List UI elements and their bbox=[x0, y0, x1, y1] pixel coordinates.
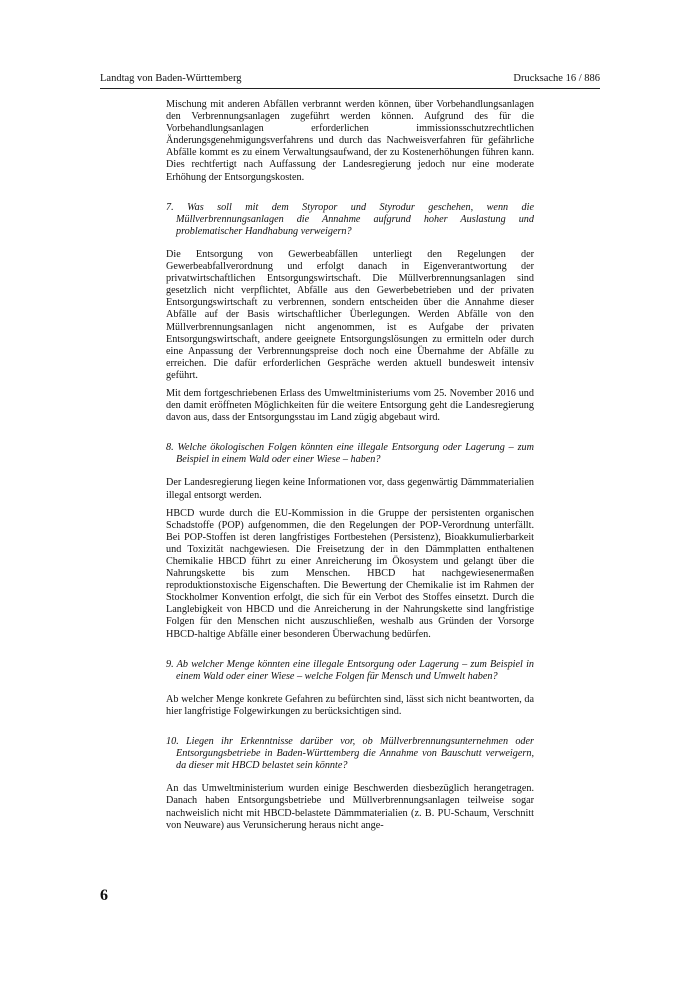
paragraph-continuation: Mischung mit anderen Abfällen verbrannt werden können, über Vorbehandlungsanlagen den Verbrennungsanlagen zugeführt werden können. Aufgrund des für die Vorbehandlungsanlagen erforderlichen immissionsschutzrechtlichen Änderungsgenehmigungsverfahrens und durch das Nachweisverfahren für gefährliche Abfälle kommt es zu einem Verwaltungsaufwand, der zu Kostenerhöhungen führen kann. Dies rechtfertigt nach Auffassung der Landesregierung jedoch nur eine moderate Erhöhung der Entsorgungskosten. bbox=[166, 99, 534, 183]
header-title: Landtag von Baden-Württemberg bbox=[100, 73, 242, 84]
answer-9: Ab welcher Menge konkrete Gefahren zu befürchten sind, lässt sich nicht beantworten, da hier langfristige Folgewirkungen zu berücksichtigen sind. bbox=[166, 693, 534, 717]
answer-10: An das Umweltministerium wurden einige Beschwerden diesbezüglich herangetragen. Danach haben Entsorgungsbetriebe und Müllverbrennungsanlagen teilweise sogar nachweislich nicht mit HBCD-belastete Dämmmaterialien (z. B. PU-Schaum, Verschnitt von Neuware) aus Verunsicherung heraus nicht ange- bbox=[166, 783, 534, 831]
page-number: 6 bbox=[100, 887, 108, 904]
question-10: 10. Liegen ihr Erkenntnisse darüber vor, ob Müllverbrennungsunternehmen oder Entsorgungsbetriebe in Baden-Württemberg die Annahme von Bauschutt verweigern, da dieser mit HBCD belastet sein könnte? bbox=[166, 736, 534, 772]
header-document-number: Drucksache 16 / 886 bbox=[513, 73, 600, 84]
answer-8-paragraph-2: HBCD wurde durch die EU-Kommission in die Gruppe der persistenten organischen Schadstoffe (POP) aufgenommen, die den Regelungen der POP-Verordnung unterfällt. Bei POP-Stoffen ist deren langfristiges Fortbestehen (Persistenz), Bioakkumulierbarkeit und Toxizität nachgewiesen. Die Freisetzung der in den Dämmplatten enthaltenen Chemikalie HBCD führt zu einer Anreicherung im Ökosystem und gelangt über die Nahrungskette bis zum Menschen. HBCD hat nachgewiesenermaßen reproduktionstoxische Eigenschaften. Die Bewertung der Chemikalie ist im Rahmen der Stockholmer Konvention erfolgt, die sich für ein Verbot des Stoffes einsetzt. Durch die Langlebigkeit von HBCD und die Anreicherung in der Nahrungskette sind langfristige Folgen für den Menschen nicht auszuschließen, weshalb aus Gründen der Vorsorge HBCD-haltige Abfälle einer besonderen Überwachung bedürfen. bbox=[166, 507, 534, 640]
question-9: 9. Ab welcher Menge könnten eine illegale Entsorgung oder Lagerung – zum Beispiel in einem Wald oder einer Wiese – welche Folgen für Mensch und Umwelt haben? bbox=[166, 658, 534, 682]
question-7: 7. Was soll mit dem Styropor und Styrodur geschehen, wenn die Müllverbrennungsanlagen die Annahme aufgrund hoher Auslastung und problematischer Handhabung verweigern? bbox=[166, 201, 534, 237]
answer-7-paragraph-2: Mit dem fortgeschriebenen Erlass des Umweltministeriums vom 25. November 2016 und den damit eröffneten Möglichkeiten für die weitere Entsorgung geht die Landesregierung davon aus, dass der Entsorgungsstau im Land zügig abgebaut wird. bbox=[166, 387, 534, 424]
header-rule bbox=[100, 88, 600, 89]
answer-8-paragraph-1: Der Landesregierung liegen keine Informationen vor, dass gegenwärtig Dämmmaterialien illegal entsorgt werden. bbox=[166, 477, 534, 501]
question-8: 8. Welche ökologischen Folgen könnten eine illegale Entsorgung oder Lagerung – zum Beispiel in einem Wald oder einer Wiese – haben? bbox=[166, 442, 534, 466]
body-text bbox=[166, 99, 534, 838]
answer-7-paragraph-1: Die Entsorgung von Gewerbeabfällen unterliegt den Regelungen der Gewerbeabfallverordnung und erfolgt danach in Eigenverantwortung der privatwirtschaftlichen Entsorgungswirtschaft. Die Müllverbrennungsanlagen sind gesetzlich nicht verpflichtet, Abfälle aus den Gewerbebetrieben und der privaten Entsorgungswirtschaft zu verbrennen, sondern entscheiden über die Annahme dieser Abfälle auf der Basis wirtschaftlicher Überlegungen. Werden Abfälle von den Müllverbrennungsanlagen nicht angenommen, ist es Aufgabe der privaten Entsorgungswirtschaft, andere geeignete Entsorgungslösungen zu ermitteln oder durch eine Anpassung der Verbrennungspreise doch noch eine Übernahme der Abfälle zu erreichen. Die dafür erforderlichen Gespräche werden aktuell bundesweit intensiv geführt. bbox=[166, 248, 534, 381]
